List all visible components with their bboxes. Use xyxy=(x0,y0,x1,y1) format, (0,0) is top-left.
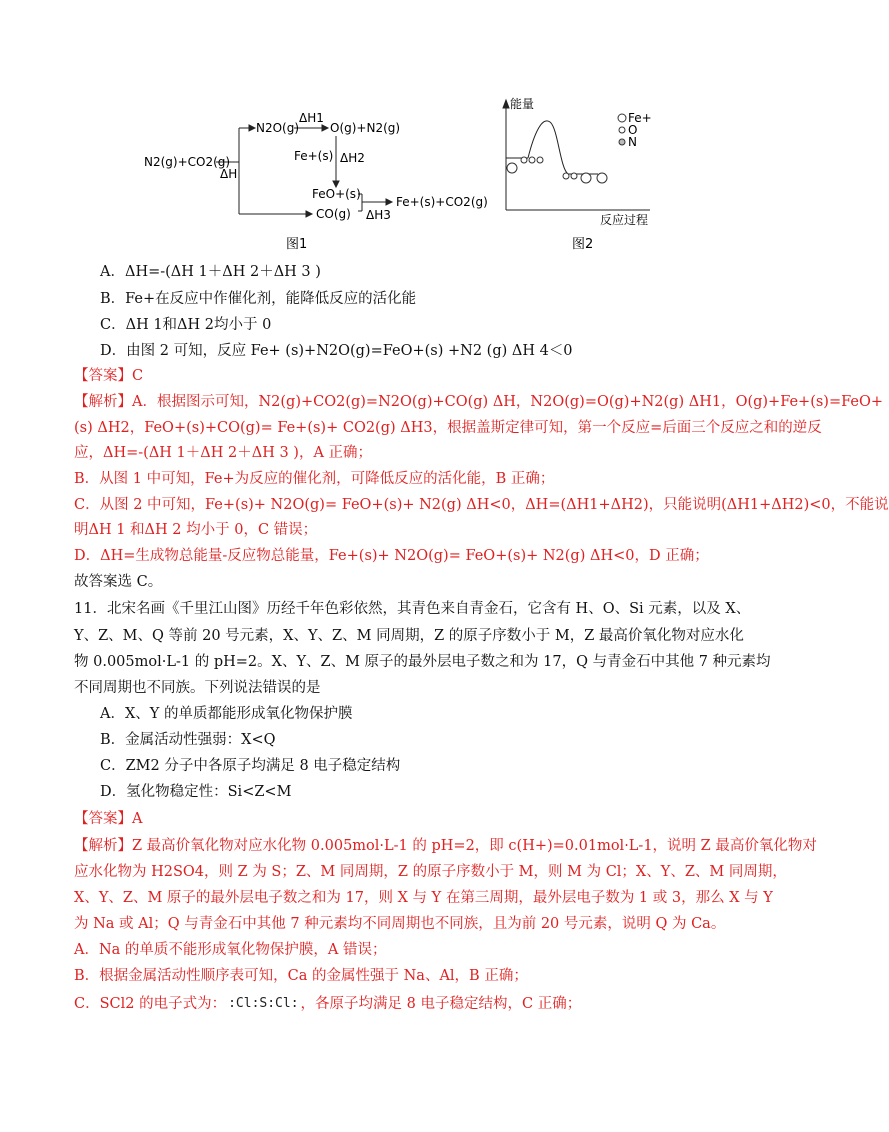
q11-explanation-6: B．根据金属活动性顺序表可知，Ca 的金属性强于 Na、Al，B 正确； xyxy=(74,968,528,984)
feo-plus-label: FeO+(s) xyxy=(312,187,361,201)
q10-explanation-5: C．从图 2 中可知，Fe+(s)+ N2O(g)= FeO+(s)+ N2(g) ΔH<0，ΔH=(ΔH1+ΔH2)，只能说明(ΔH1+ΔH2)<0，不能说 xyxy=(74,497,889,513)
q10-option-b: B．Fe+在反应中作催化剂，能降低反应的活化能 xyxy=(100,291,417,307)
dh2-label: ΔH2 xyxy=(340,151,365,165)
q10-explanation-6: 明ΔH 1 和ΔH 2 均小于 0，C 错误； xyxy=(74,522,318,538)
x-axis-label: 反应过程 xyxy=(600,213,649,227)
q10-explanation-1: 【解析】A．根据图示可知，N2(g)+CO2(g)=N2O(g)+CO(g) ΔH，N2O(g)=O(g)+N2(g) ΔH1，O(g)+Fe+(s)=FeO+ xyxy=(74,394,883,410)
q11-explanation-7-suffix: ，各原子均满足 8 电子稳定结构，C 正确； xyxy=(300,996,582,1012)
q11-explanation-3: X、Y、Z、M 原子的最外层电子数之和为 17，则 X 与 Y 在第三周期，最外层电子数为 1 或 3，那么 X 与 Y xyxy=(74,890,773,906)
q11-explanation-5: A．Na 的单质不能形成氧化物保护膜，A 错误； xyxy=(74,942,387,958)
q10-explanation-3: 应，ΔH=-(ΔH 1＋ΔH 2＋ΔH 3 )，A 正确； xyxy=(74,445,373,461)
legend-n: N xyxy=(628,135,637,149)
co-label: CO(g) xyxy=(316,207,351,221)
q10-option-a: A．ΔH=-(ΔH 1＋ΔH 2＋ΔH 3 ) xyxy=(100,264,321,280)
figure-1-caption: 图1 xyxy=(286,237,308,252)
q11-stem-4: 不同周期也不同族。下列说法错误的是 xyxy=(74,680,321,696)
q11-explanation-7-prefix: C．SCl2 的电子式为： xyxy=(74,996,227,1012)
legend xyxy=(618,111,652,149)
q11-answer: 【答案】A xyxy=(74,811,143,827)
legend-fe: Fe+ xyxy=(628,111,652,125)
reactant-particles xyxy=(507,157,607,183)
figure-2-energy-diagram xyxy=(494,94,654,264)
q11-explanation-7 xyxy=(74,994,734,1014)
figure-1-diagram xyxy=(136,98,488,258)
q11-option-a: A．X、Y 的单质都能形成氧化物保护膜 xyxy=(100,706,353,722)
dh1-label: ΔH1 xyxy=(299,111,324,125)
scl2-electron-formula: :Cl:S:Cl: xyxy=(228,996,299,1011)
q11-stem-1: 11．北宋名画《千里江山图》历经千年色彩依然，其青色来自青金石，它含有 H、O、Si 元素，以及 X、 xyxy=(74,601,751,617)
reactants-label: N2(g)+CO2(g) xyxy=(144,155,231,169)
q11-stem-3: 物 0.005mol·L-1 的 pH=2。X、Y、Z、M 原子的最外层电子数之和为 17，Q 与青金石中其他 7 种元素均 xyxy=(74,654,771,670)
dh-label: ΔH xyxy=(220,167,238,181)
q11-option-c: C．ZM2 分子中各原子均满足 8 电子稳定结构 xyxy=(100,758,401,774)
q11-stem-2: Y、Z、M、Q 等前 20 号元素，X、Y、Z、M 同周期，Z 的原子序数小于 M，Z 最高价氧化物对应水化 xyxy=(74,628,744,644)
y-axis-label: 能量 xyxy=(510,97,535,111)
q10-answer: 【答案】C xyxy=(74,368,144,384)
n2o-label: N2O(g) xyxy=(256,121,300,135)
legend-o: O xyxy=(628,123,638,137)
dh3-label: ΔH3 xyxy=(366,208,391,222)
q10-explanation-4: B．从图 1 中可知，Fe+为反应的催化剂，可降低反应的活化能，B 正确； xyxy=(74,471,555,487)
q11-option-d: D．氢化物稳定性：Si<Z<M xyxy=(100,784,292,800)
q10-explanation-7: D．ΔH=生成物总能量-反应物总能量，Fe+(s)+ N2O(g)= FeO+(s)+ N2(g) ΔH<0，D 正确； xyxy=(74,548,709,564)
q10-option-d: D．由图 2 可知，反应 Fe+ (s)+N2O(g)=FeO+(s) +N2 (g) ΔH 4＜0 xyxy=(100,343,573,359)
q11-option-b: B．金属活动性强弱：X<Q xyxy=(100,732,276,748)
q11-explanation-4: 为 Na 或 Al；Q 与青金石中其他 7 种元素均不同周期也不同族，且为前 20 号元素，说明 Q 为 Ca。 xyxy=(74,916,726,932)
q10-option-c: C．ΔH 1和ΔH 2均小于 0 xyxy=(100,317,272,333)
q10-conclusion: 故答案选 C。 xyxy=(74,574,163,590)
q10-explanation-2: (s) ΔH2，FeO+(s)+CO(g)= Fe+(s)+ CO2(g) ΔH3，根据盖斯定律可知，第一个反应=后面三个反应之和的逆反 xyxy=(74,420,822,436)
q11-explanation-1: 【解析】Z 最高价氧化物对应水化物 0.005mol·L-1 的 pH=2，即 c(H+)=0.01mol·L-1，说明 Z 最高价氧化物对 xyxy=(74,838,817,854)
products-label: Fe+(s)+CO2(g) xyxy=(396,195,488,209)
fe-plus-label: Fe+(s) xyxy=(294,149,334,163)
figure-2-caption: 图2 xyxy=(572,237,594,252)
q11-explanation-2: 应水化物为 H2SO4，则 Z 为 S；Z、M 同周期，Z 的原子序数小于 M，则 M 为 Cl；X、Y、Z、M 同周期， xyxy=(74,864,787,880)
o-n2-label: O(g)+N2(g) xyxy=(330,121,401,135)
